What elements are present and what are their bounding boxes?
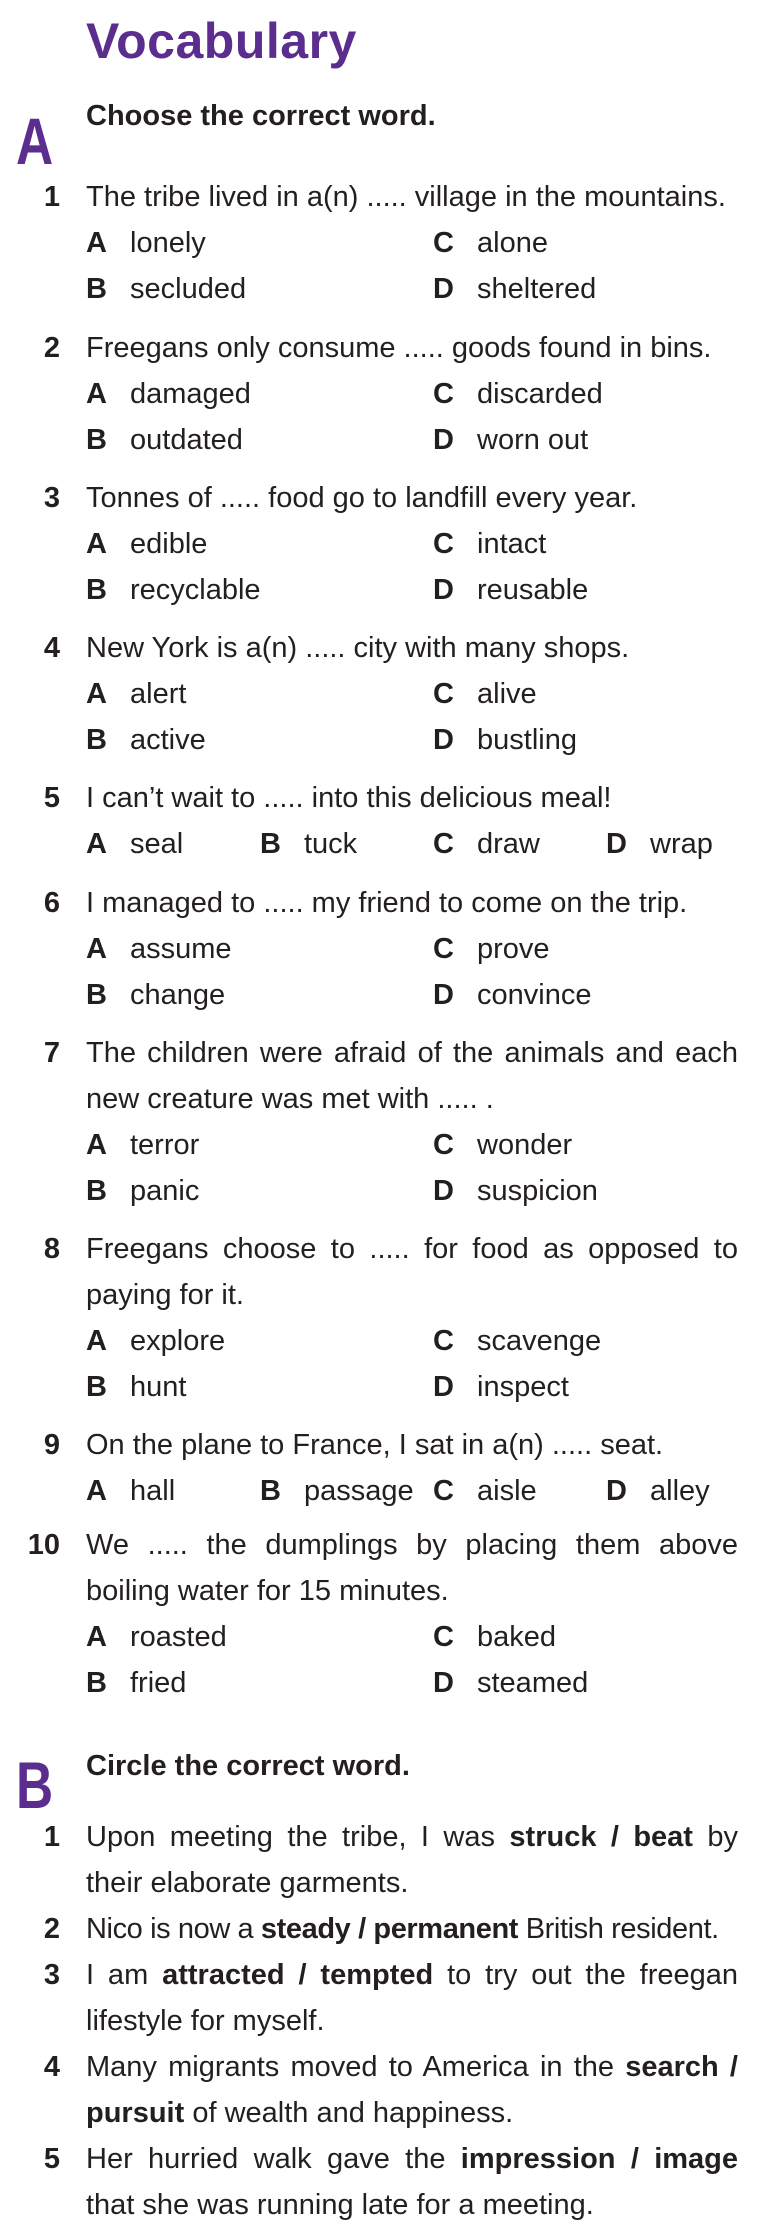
question-text: New York is a(n) ..... city with many shops. [86,632,630,664]
question-number: 8 [43,1233,60,1265]
item-number: 4 [43,2051,60,2083]
option-c[interactable]: C scavenge [433,1325,602,1357]
option-a[interactable]: A assume [86,933,232,965]
question-number: 1 [43,181,60,213]
question-text: I can’t wait to ..... into this delicious meal! [86,782,612,814]
question-number: 3 [43,482,60,514]
option-b[interactable]: B passage [260,1475,414,1507]
word-choice[interactable]: steady / permanent [260,1913,519,1945]
word-choice[interactable]: struck / beat [509,1821,693,1853]
item-text: Upon meeting the tribe, I was struck / beat by [86,1821,739,1853]
word-choice[interactable]: search / [625,2051,738,2083]
question-text: On the plane to France, I sat in a(n) ..... seat. [86,1429,664,1461]
option-b[interactable]: B change [86,979,226,1011]
option-d[interactable]: D sheltered [433,273,597,305]
option-b[interactable]: B hunt [86,1371,187,1403]
option-a[interactable]: A edible [86,528,208,560]
option-d[interactable]: D alley [606,1475,710,1507]
option-c[interactable]: C aisle [433,1475,537,1507]
option-d[interactable]: D inspect [433,1371,569,1403]
item-text: pursuit of wealth and happiness. [86,2097,514,2129]
option-d[interactable]: D wrap [606,828,713,860]
question-number: 4 [43,632,60,664]
option-a[interactable]: A explore [86,1325,226,1357]
question-text: The children were afraid of the animals and each [86,1037,738,1069]
option-d[interactable]: D worn out [433,424,589,456]
option-a[interactable]: A damaged [86,378,251,410]
option-c[interactable]: C baked [433,1621,557,1653]
item-text: Many migrants moved to America in the search / [86,2051,738,2083]
item-text: I am attracted / tempted to try out the freegan [86,1959,738,1991]
question-text: boiling water for 15 minutes. [86,1575,449,1607]
option-b[interactable]: B fried [86,1667,187,1699]
question-text: Tonnes of ..... food go to landfill every year. [86,482,638,514]
item-text: lifestyle for myself. [86,2005,325,2037]
option-c[interactable]: C discarded [433,378,603,410]
option-b[interactable]: B active [86,724,206,756]
item-number: 3 [43,1959,60,1991]
option-a[interactable]: A hall [86,1475,176,1507]
question-text: The tribe lived in a(n) ..... village in the mountains. [86,181,726,213]
item-number: 5 [43,2143,60,2175]
item-text: that she was running late for a meeting. [86,2189,594,2221]
option-c[interactable]: C alive [433,678,537,710]
question-text: paying for it. [86,1279,244,1311]
item-number: 1 [43,1821,60,1853]
section-a-letter: A [16,104,54,178]
question-text: I managed to ..... my friend to come on the trip. [86,887,688,919]
word-choice-cont[interactable]: pursuit [86,2097,185,2129]
option-b[interactable]: B panic [86,1175,200,1207]
item-text: their elaborate garments. [86,1867,409,1899]
question-number: 10 [27,1529,60,1561]
option-c[interactable]: C alone [433,227,548,259]
section-b-letter: B [16,1748,54,1822]
item-number: 2 [43,1913,60,1945]
option-c[interactable]: C wonder [433,1129,573,1161]
question-number: 2 [43,332,60,364]
question-number: 7 [43,1037,60,1069]
option-d[interactable]: D reusable [433,574,589,606]
question-text: Freegans only consume ..... goods found in bins. [86,332,712,364]
question-number: 9 [43,1429,60,1461]
option-d[interactable]: D convince [433,979,592,1011]
option-c[interactable]: C prove [433,933,550,965]
section-b-instruction: Circle the correct word. [86,1750,410,1782]
option-c[interactable]: C draw [433,828,540,860]
question-number: 6 [43,887,60,919]
option-d[interactable]: D bustling [433,724,577,756]
option-c[interactable]: C intact [433,528,547,560]
option-a[interactable]: A lonely [86,227,206,259]
page-title: Vocabulary [86,13,357,69]
section-a-instruction: Choose the correct word. [86,100,436,132]
option-b[interactable]: B tuck [260,828,358,860]
item-text: Her hurried walk gave the impression / image [86,2143,739,2175]
option-a[interactable]: A seal [86,828,184,860]
option-b[interactable]: B outdated [86,424,243,456]
question-text: We ..... the dumplings by placing them above [86,1529,738,1561]
question-text: Freegans choose to ..... for food as opposed to [86,1233,738,1265]
option-a[interactable]: A alert [86,678,187,710]
question-number: 5 [43,782,60,814]
word-choice[interactable]: impression / image [460,2143,739,2175]
option-a[interactable]: A terror [86,1129,200,1161]
option-d[interactable]: D suspicion [433,1175,598,1207]
option-b[interactable]: B secluded [86,273,247,305]
question-text: new creature was met with ..... . [86,1083,494,1115]
option-b[interactable]: B recyclable [86,574,261,606]
item-text: Nico is now a steady / permanent British resident. [86,1913,719,1945]
option-a[interactable]: A roasted [86,1621,227,1653]
word-choice[interactable]: attracted / tempted [162,1959,434,1991]
option-d[interactable]: D steamed [433,1667,589,1699]
